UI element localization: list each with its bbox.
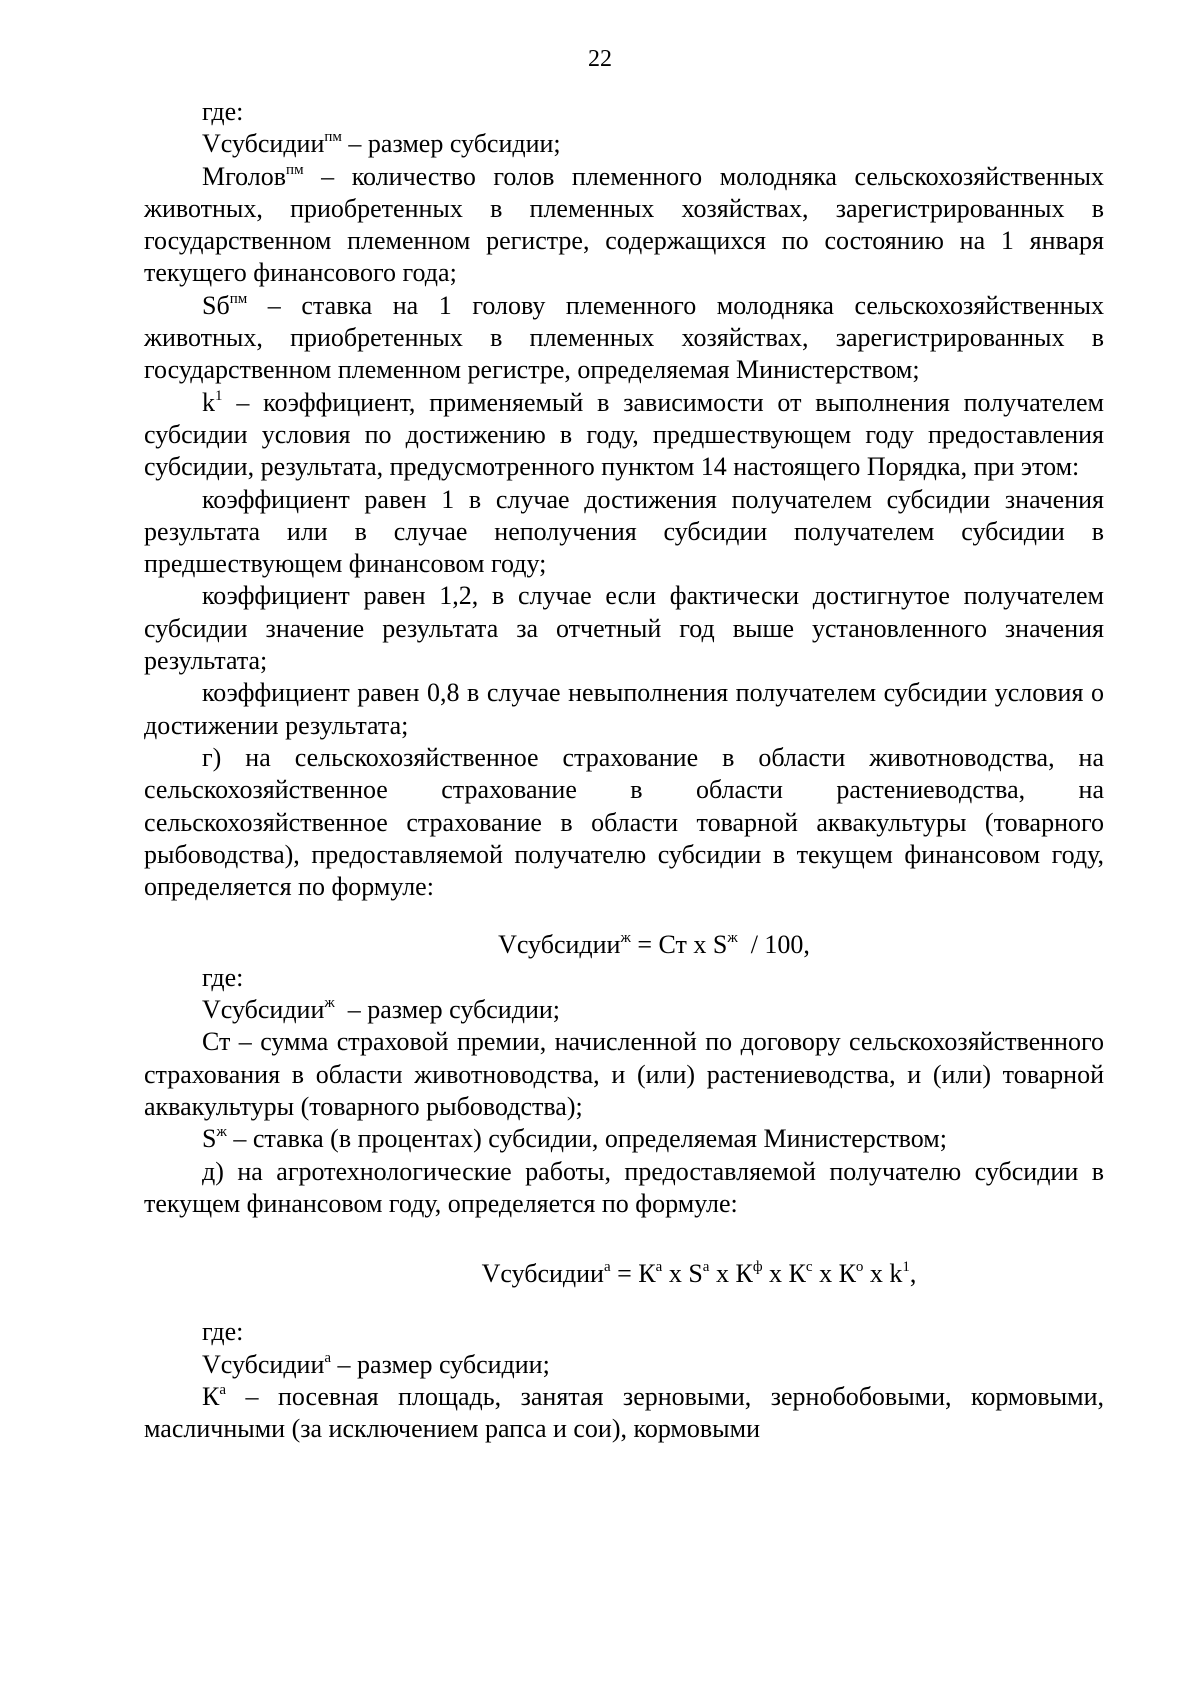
paragraph: коэффициент равен 0,8 в случае невыполнения получателем субсидии условия о достижении результата; [144,678,1104,740]
page-number: 22 [588,46,612,72]
document-body [144,96,1104,1446]
paragraph: Ст – сумма страховой премии, начисленной по договору сельскохозяйственного страхования в области животноводства, и (или) растениеводства, и (или) товарной аквакультуры (товарного рыбоводства); [144,1027,1104,1121]
paragraph: Vсубсидии$^а$ – размер субсидии; [202,1349,550,1379]
paragraph: $К^а$ – посевная площадь, занятая зерновыми, зернобобовыми, кормовыми, масличными (за исключением рапса и сои), кормовыми [144,1381,1104,1444]
paragraph: д) на агротехнологические работы, предоставляемой получателю субсидии в текущем финансовом году, определяется по формуле: [144,1156,1104,1218]
paragraph: коэффициент равен 1,2, в случае если фактически достигнутое получателем субсидии значение результата за отчетный год выше установленного значения результата; [144,581,1104,676]
paragraph: Vсубсидии$^{пм}$ – размер субсидии; [202,129,561,159]
paragraph: где: [202,1317,244,1347]
paragraph: где: [202,962,244,992]
paragraph: Vсубсидии$^ж$ – размер субсидии; [202,994,561,1025]
paragraph: Мголов$^{пм}$ – количество голов племенного молодняка сельскохозяйственных животных, приобретенных в племенных хозяйствах, зарегистрированных в государственном племенном регистре, содержащихся по состоянию на 1 января текущего финансового года; [144,161,1104,288]
formula: Vсубсидии$^ж$ = Ст х $S^ж / 100$, [498,930,810,960]
paragraph: где: [202,97,244,126]
paragraph: $k^1$ – коэффициент, применяемый в зависимости от выполнения получателем субсидии условия по достижению в году, предшествующем году предоставления субсидии, результата, предусмотренного пунктом 14 настоящего Порядка, при этом: [144,387,1104,482]
paragraph: $Sб^{пм}$ – ставка на 1 голову племенного молодняка сельскохозяйственных животных, приобретенных в племенных хозяйствах, зарегистрированных в государственном племенном регистре, определяемая Министерством; [144,290,1104,385]
paragraph: коэффициент равен 1 в случае достижения получателем субсидии значения результата или в случае неполучения субсидии получателем субсидии в предшествующем финансовом году; [144,484,1104,579]
paragraph: $S^ж$ – ставка (в процентах) субсидии, определяемая Министерством; [202,1123,947,1154]
paragraph: г) на сельскохозяйственное страхование в области животноводства, на сельскохозяйственное страхование в области растениеводства, на сельскохозяйственное страхование в области товарной аквакультуры (товарного рыбоводства), предоставляемой получателю субсидии в текущем финансовом году, определяется по формуле: [144,742,1104,902]
formula: Vсубсидии$^а$ = $К^а$ х $S^а$ х $К^ф$ х $К^с$ х $К^о$ х $k^1$, [481,1258,917,1289]
